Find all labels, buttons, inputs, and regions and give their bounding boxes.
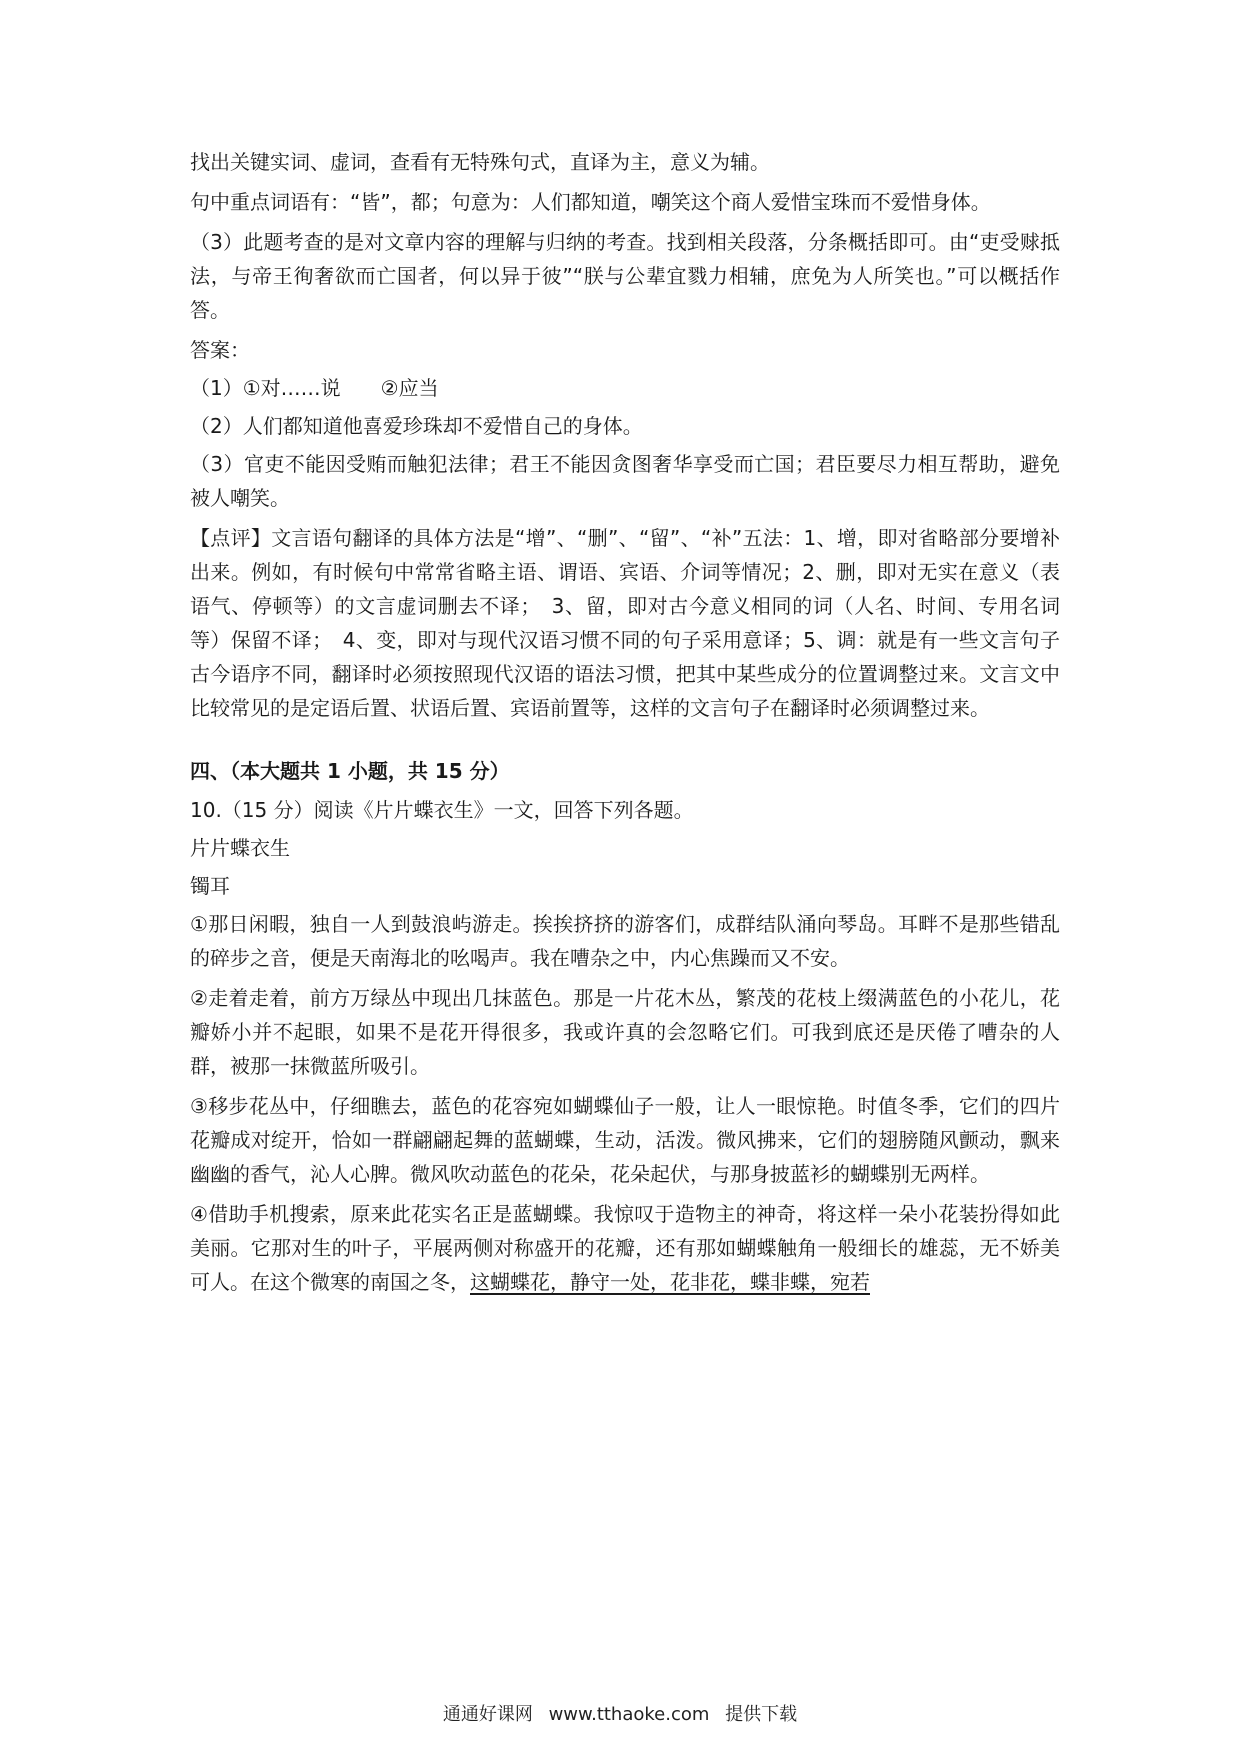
footer-suffix: 提供下载 bbox=[725, 1704, 798, 1725]
underlined-sentence: 这蝴蝶花，静守一处，花非花，蝶非蝶，宛若 bbox=[470, 1270, 870, 1294]
section-heading: 四、（本大题共 1 小题，共 15 分） bbox=[190, 759, 510, 783]
article-title: 片片蝶衣生 bbox=[190, 836, 290, 860]
article-paragraph-3: ③移步花丛中，仔细瞧去，蓝色的花容宛如蝴蝶仙子一般，让人一眼惊艳。时值冬季，它们的四片花瓣成对绽开，恰如一群翩翩起舞的蓝蝴蝶，生动，活泼。微风拂来，它们的翅膀随风颤动，飘来幽幽的香气，沁人心脾。微风吹动蓝色的花朵，花朵起伏，与那身披蓝衫的蝴蝶别无两样。 bbox=[190, 1094, 1060, 1186]
answer-2: （2）人们都知道他喜爱珍珠却不爱惜自己的身体。 bbox=[190, 414, 643, 438]
paragraph-4-text: ④借助手机搜索，原来此花实名正是蓝蝴蝶。我惊叹于造物主的神奇，将这样一朵小花装扮得如此美丽。它那对生的叶子，平展两侧对称盛开的花瓣，还有那如蝴蝶触角一般细长的雄蕊，无不娇美可人。在这个微寒的南国之冬， bbox=[190, 1202, 1060, 1294]
answers-label: 答案： bbox=[190, 338, 250, 362]
page-content bbox=[190, 145, 1060, 1305]
answer-1: （1）①对……说 ②应当 bbox=[190, 376, 439, 400]
analysis-q3: （3）此题考查的是对文章内容的理解与归纳的考查。找到相关段落，分条概括即可。由“吏受赇抵法，与帝王徇奢欲而亡国者，何以异于彼”“朕与公辈宜戮力相辅，庶免为人所笑也。”可以概括作答。 bbox=[190, 230, 1060, 322]
page-footer bbox=[0, 1700, 1240, 1726]
footer-url[interactable]: www.tthaoke.com bbox=[548, 1704, 710, 1725]
article-paragraph-4 bbox=[190, 1197, 1060, 1299]
analysis-method: 找出关键实词、虚词，查看有无特殊句式，直译为主，意义为辅。 bbox=[190, 150, 770, 174]
comment-paragraph: 【点评】文言语句翻译的具体方法是“增”、“删”、“留”、“补”五法：1、增，即对省略部分要增补出来。例如，有时候句中常常省略主语、谓语、宾语、介词等情况；2、删，即对无实在意义（表语气、停顿等）的文言虚词删去不译； 3、留，即对古今意义相同的词（人名、时间、专用名词等）保留不译； 4、变，即对与现代汉语习惯不同的句子采用意译；5、调：就是有一些文言句子古今语序不同，翻译时必须按照现代汉语的语法习惯，把其中某些成分的位置调整过来。文言文中比较常见的是定语后置、状语后置、宾语前置等，这样的文言句子在翻译时必须调整过来。 bbox=[190, 526, 1060, 720]
answer-3: （3）官吏不能因受贿而触犯法律；君王不能因贪图奢华享受而亡国；君臣要尽力相互帮助，避免被人嘲笑。 bbox=[190, 452, 1060, 510]
question-10: 10.（15 分）阅读《片片蝶衣生》一文，回答下列各题。 bbox=[190, 798, 694, 822]
article-paragraph-1: ①那日闲暇，独自一人到鼓浪屿游走。挨挨挤挤的游客们，成群结队涌向琴岛。耳畔不是那些错乱的碎步之音，便是天南海北的吆喝声。我在嘈杂之中，内心焦躁而又不安。 bbox=[190, 912, 1060, 970]
article-author: 镯耳 bbox=[190, 874, 230, 898]
footer-site-name: 通通好课网 bbox=[442, 1704, 533, 1725]
article-paragraph-2: ②走着走着，前方万绿丛中现出几抹蓝色。那是一片花木丛，繁茂的花枝上缀满蓝色的小花儿，花瓣娇小并不起眼，如果不是花开得很多，我或许真的会忽略它们。可我到底还是厌倦了嘈杂的人群，被那一抹微蓝所吸引。 bbox=[190, 986, 1060, 1078]
analysis-key-words: 句中重点词语有：“皆”，都；句意为：人们都知道，嘲笑这个商人爱惜宝珠而不爱惜身体。 bbox=[190, 190, 991, 214]
